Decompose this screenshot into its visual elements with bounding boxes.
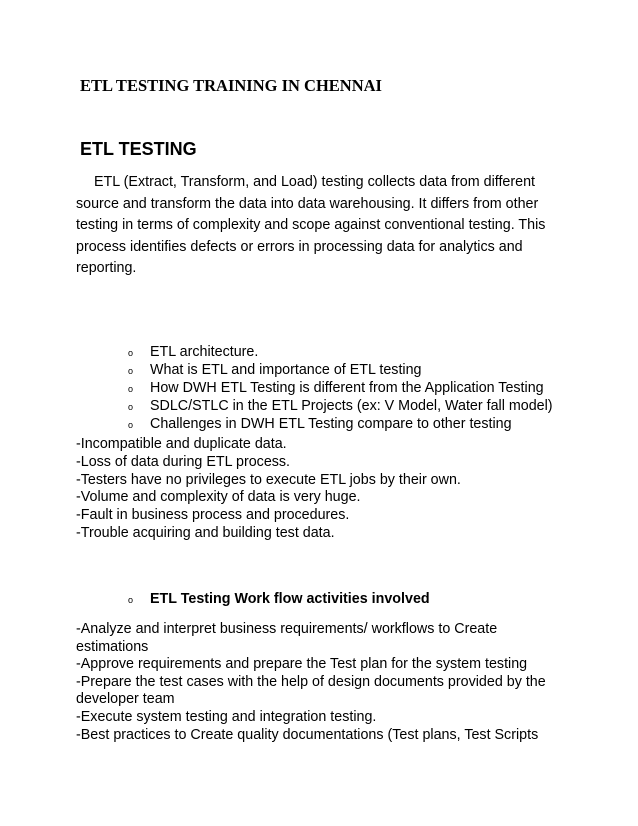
list-item: -Approve requirements and prepare the Test plan for the system testing bbox=[76, 656, 528, 673]
list-item: -Testers have no privileges to execute ETL jobs by their own. bbox=[76, 471, 461, 488]
bullet-icon: o bbox=[128, 348, 134, 358]
list-item: -Analyze and interpret business requirements/ workflows to Create bbox=[76, 621, 498, 637]
bullet-icon: o bbox=[128, 595, 134, 605]
workflow-heading bbox=[128, 590, 430, 608]
workflow-list bbox=[76, 621, 546, 744]
list-item: -Fault in business process and procedures. bbox=[76, 507, 350, 524]
topic-text: What is ETL and importance of ETL testing bbox=[150, 362, 422, 378]
list-item: estimations bbox=[76, 638, 149, 655]
topic-text: Challenges in DWH ETL Testing compare to other testing bbox=[150, 416, 512, 432]
list-item: -Incompatible and duplicate data. bbox=[76, 436, 287, 452]
list-item: -Prepare the test cases with the help of design documents provided by the bbox=[76, 673, 546, 690]
list-item bbox=[128, 397, 553, 415]
intro-line: ETL (Extract, Transform, and Load) testing collects data from different bbox=[94, 174, 536, 190]
document-title: ETL TESTING TRAINING IN CHENNAI bbox=[80, 76, 382, 95]
list-item: -Volume and complexity of data is very huge. bbox=[76, 489, 361, 506]
list-item bbox=[128, 343, 553, 361]
bullet-icon: o bbox=[128, 402, 134, 412]
list-item bbox=[128, 415, 553, 433]
intro-line: process identifies defects or errors in processing data for analytics and bbox=[76, 238, 523, 255]
bullet-icon: o bbox=[128, 366, 134, 376]
list-item: -Trouble acquiring and building test data. bbox=[76, 524, 335, 541]
topic-text: ETL architecture. bbox=[150, 344, 259, 360]
intro-line: source and transform the data into data warehousing. It differs from other bbox=[76, 195, 539, 212]
challenges-list bbox=[76, 436, 461, 543]
topic-list bbox=[128, 343, 553, 433]
workflow-heading-text: ETL Testing Work flow activities involved bbox=[150, 591, 430, 607]
list-item: -Execute system testing and integration testing. bbox=[76, 708, 377, 725]
list-item: -Best practices to Create quality documentations (Test plans, Test Scripts bbox=[76, 726, 539, 743]
intro-line: testing in terms of complexity and scope against conventional testing. This bbox=[76, 217, 546, 233]
intro-line: reporting. bbox=[76, 260, 137, 276]
bullet-icon: o bbox=[128, 420, 134, 430]
list-item bbox=[128, 361, 553, 379]
list-item bbox=[128, 379, 553, 397]
intro-paragraph bbox=[76, 172, 546, 280]
list-item: developer team bbox=[76, 691, 175, 708]
list-item: -Loss of data during ETL process. bbox=[76, 453, 291, 470]
bullet-icon: o bbox=[128, 384, 134, 394]
topic-text: SDLC/STLC in the ETL Projects (ex: V Model, Water fall model) bbox=[150, 398, 553, 414]
section-heading: ETL TESTING bbox=[80, 139, 197, 159]
topic-text: How DWH ETL Testing is different from the Application Testing bbox=[150, 380, 544, 396]
